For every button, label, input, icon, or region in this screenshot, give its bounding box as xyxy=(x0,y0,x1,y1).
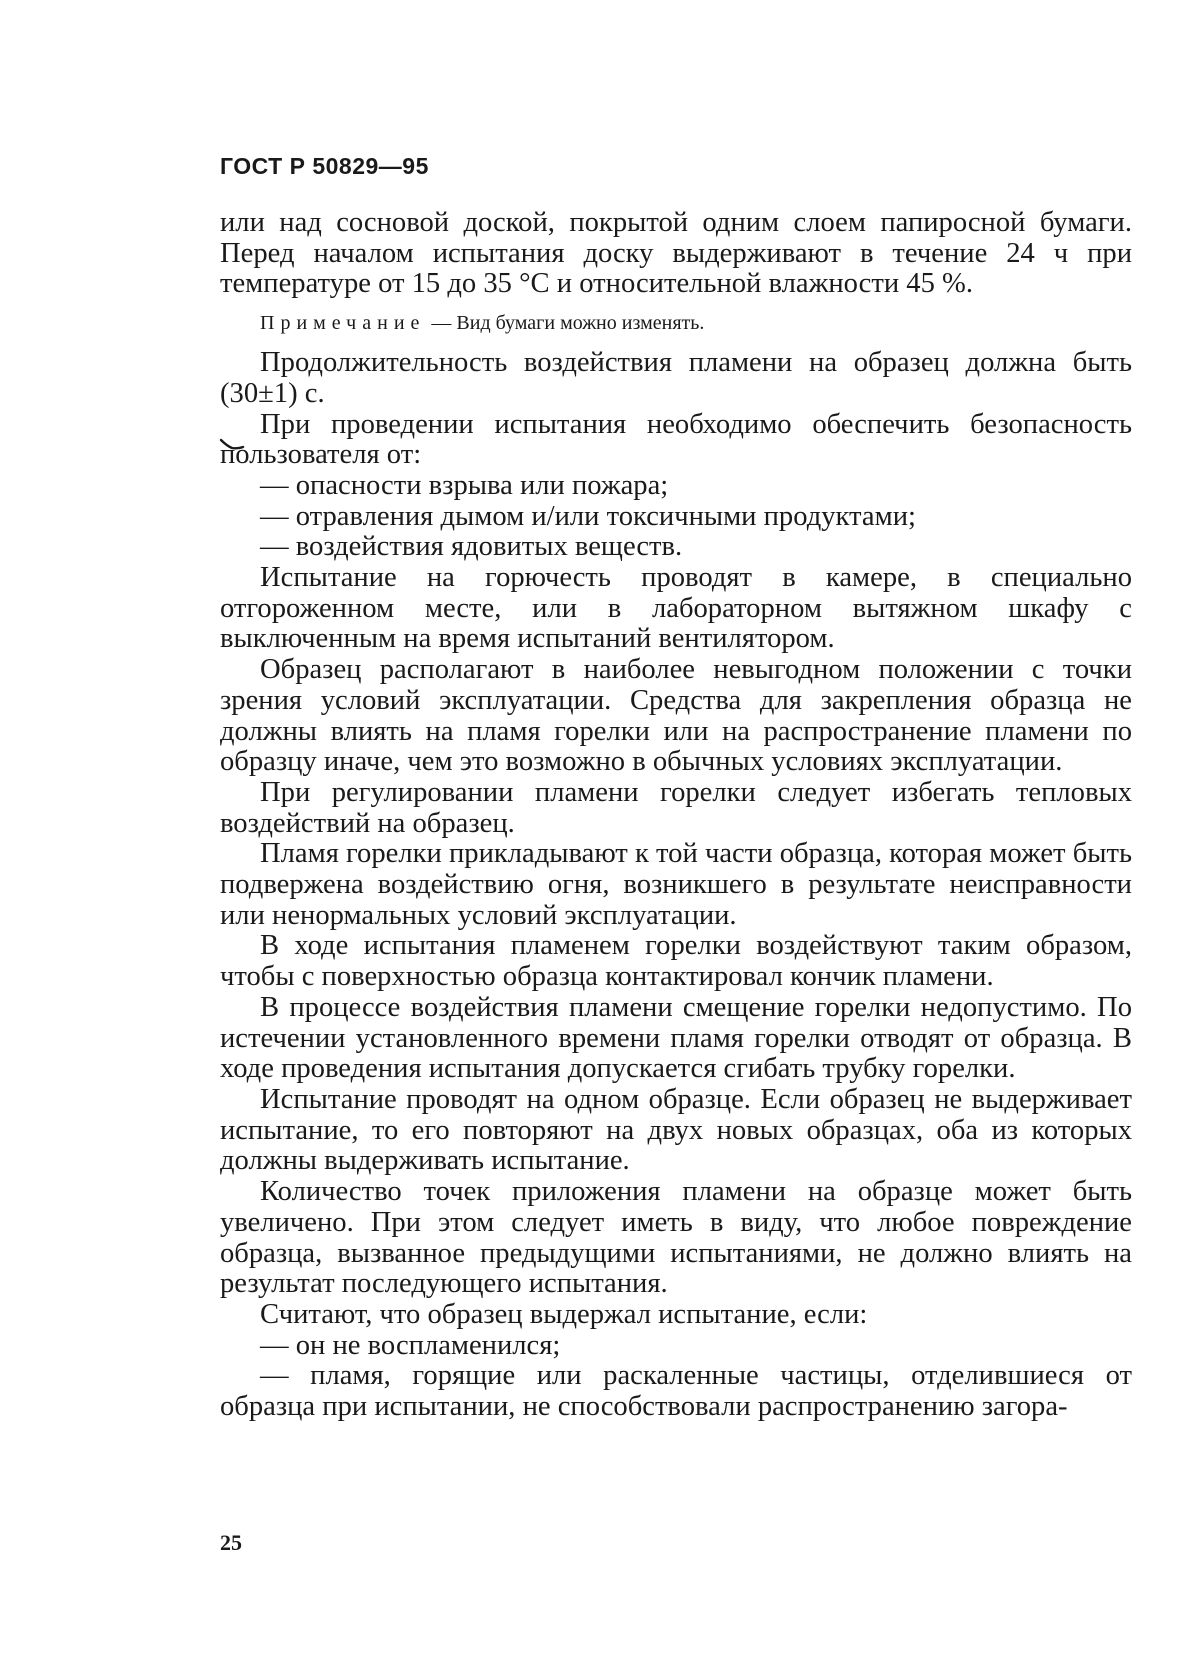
paragraph-place: Испытание на горючесть проводят в камере, в специально отгороженном месте, или в лабораторном вытяжном шкафу с выключенным на время испытаний вентилятором. xyxy=(220,562,1132,655)
note xyxy=(260,310,1132,336)
paragraph-intro: или над сосновой доской, покрытой одним слоем папиросной бумаги. Перед началом испытания доску выдерживают в течение 24 ч при температуре от 15 до 35 °C и относительной влажности 45 %. xyxy=(220,207,1132,300)
paragraph-process: В процессе воздействия пламени смещение горелки недопустимо. По истечении установленного времени пламя горелки отводят от образца. В ходе проведения испытания допускается сгибать трубку горелки. xyxy=(220,991,1132,1085)
criteria-list-item: — пламя, горящие или раскаленные частицы, отделившиеся от образца при испытании, не способствовали распространению загора- xyxy=(220,1360,1132,1423)
paragraph-tip: В ходе испытания пламенем горелки воздействуют таким образом, чтобы с поверхностью образца контактировал кончик пламени. xyxy=(220,930,1132,993)
paragraph-regulation: При регулировании пламени горелки следует избегать тепловых воздействий на образец. xyxy=(220,776,1132,839)
paragraph-criteria: Считают, что образец выдержал испытание, если: xyxy=(260,1298,868,1330)
paragraph-duration: Продолжительность воздействия пламени на образец должна быть (30±1) с. xyxy=(220,347,1132,409)
paragraph-samples: Испытание проводят на одном образце. Если образец не выдерживает испытание, то его повторяют на двух новых образцах, оба из которых должны выдерживать испытание. xyxy=(220,1083,1132,1177)
paragraph-points: Количество точек приложения пламени на образце может быть увеличено. При этом следует иметь в виду, что любое повреждение образца, вызванное предыдущими испытаниями, не должно влиять на результат последующего испытания. xyxy=(220,1176,1132,1300)
safety-list-item: — воздействия ядовитых веществ. xyxy=(260,531,683,563)
paragraph-safety: При проведении испытания необходимо обеспечить безопасность пользователя от: xyxy=(220,408,1132,471)
paragraph-apply: Пламя горелки прикладывают к той части образца, которая может быть подвержена воздействию огня, возникшего в результате неисправности или ненормальных условий эксплуатации. xyxy=(220,838,1132,931)
note-label: Примечание xyxy=(260,312,426,335)
safety-list-item: — опасности взрыва или пожара; xyxy=(260,469,669,501)
safety-list-item: — отравления дымом и/или токсичными продуктами; xyxy=(260,500,916,532)
criteria-list-item: — он не воспламенился; xyxy=(260,1329,561,1361)
page-number: 25 xyxy=(220,1530,242,1555)
document-code-header: ГОСТ Р 50829—95 xyxy=(220,153,429,179)
document-body xyxy=(220,208,1132,1423)
note-text: — Вид бумаги можно изменять. xyxy=(431,312,705,335)
paragraph-position: Образец располагают в наиболее невыгодном положении с точки зрения условий эксплуатации. Средства для закрепления образца не должны влиять на пламя горелки или на распространение пламени по образцу иначе, чем это возможно в обычных условиях эксплуатации. xyxy=(220,654,1132,778)
